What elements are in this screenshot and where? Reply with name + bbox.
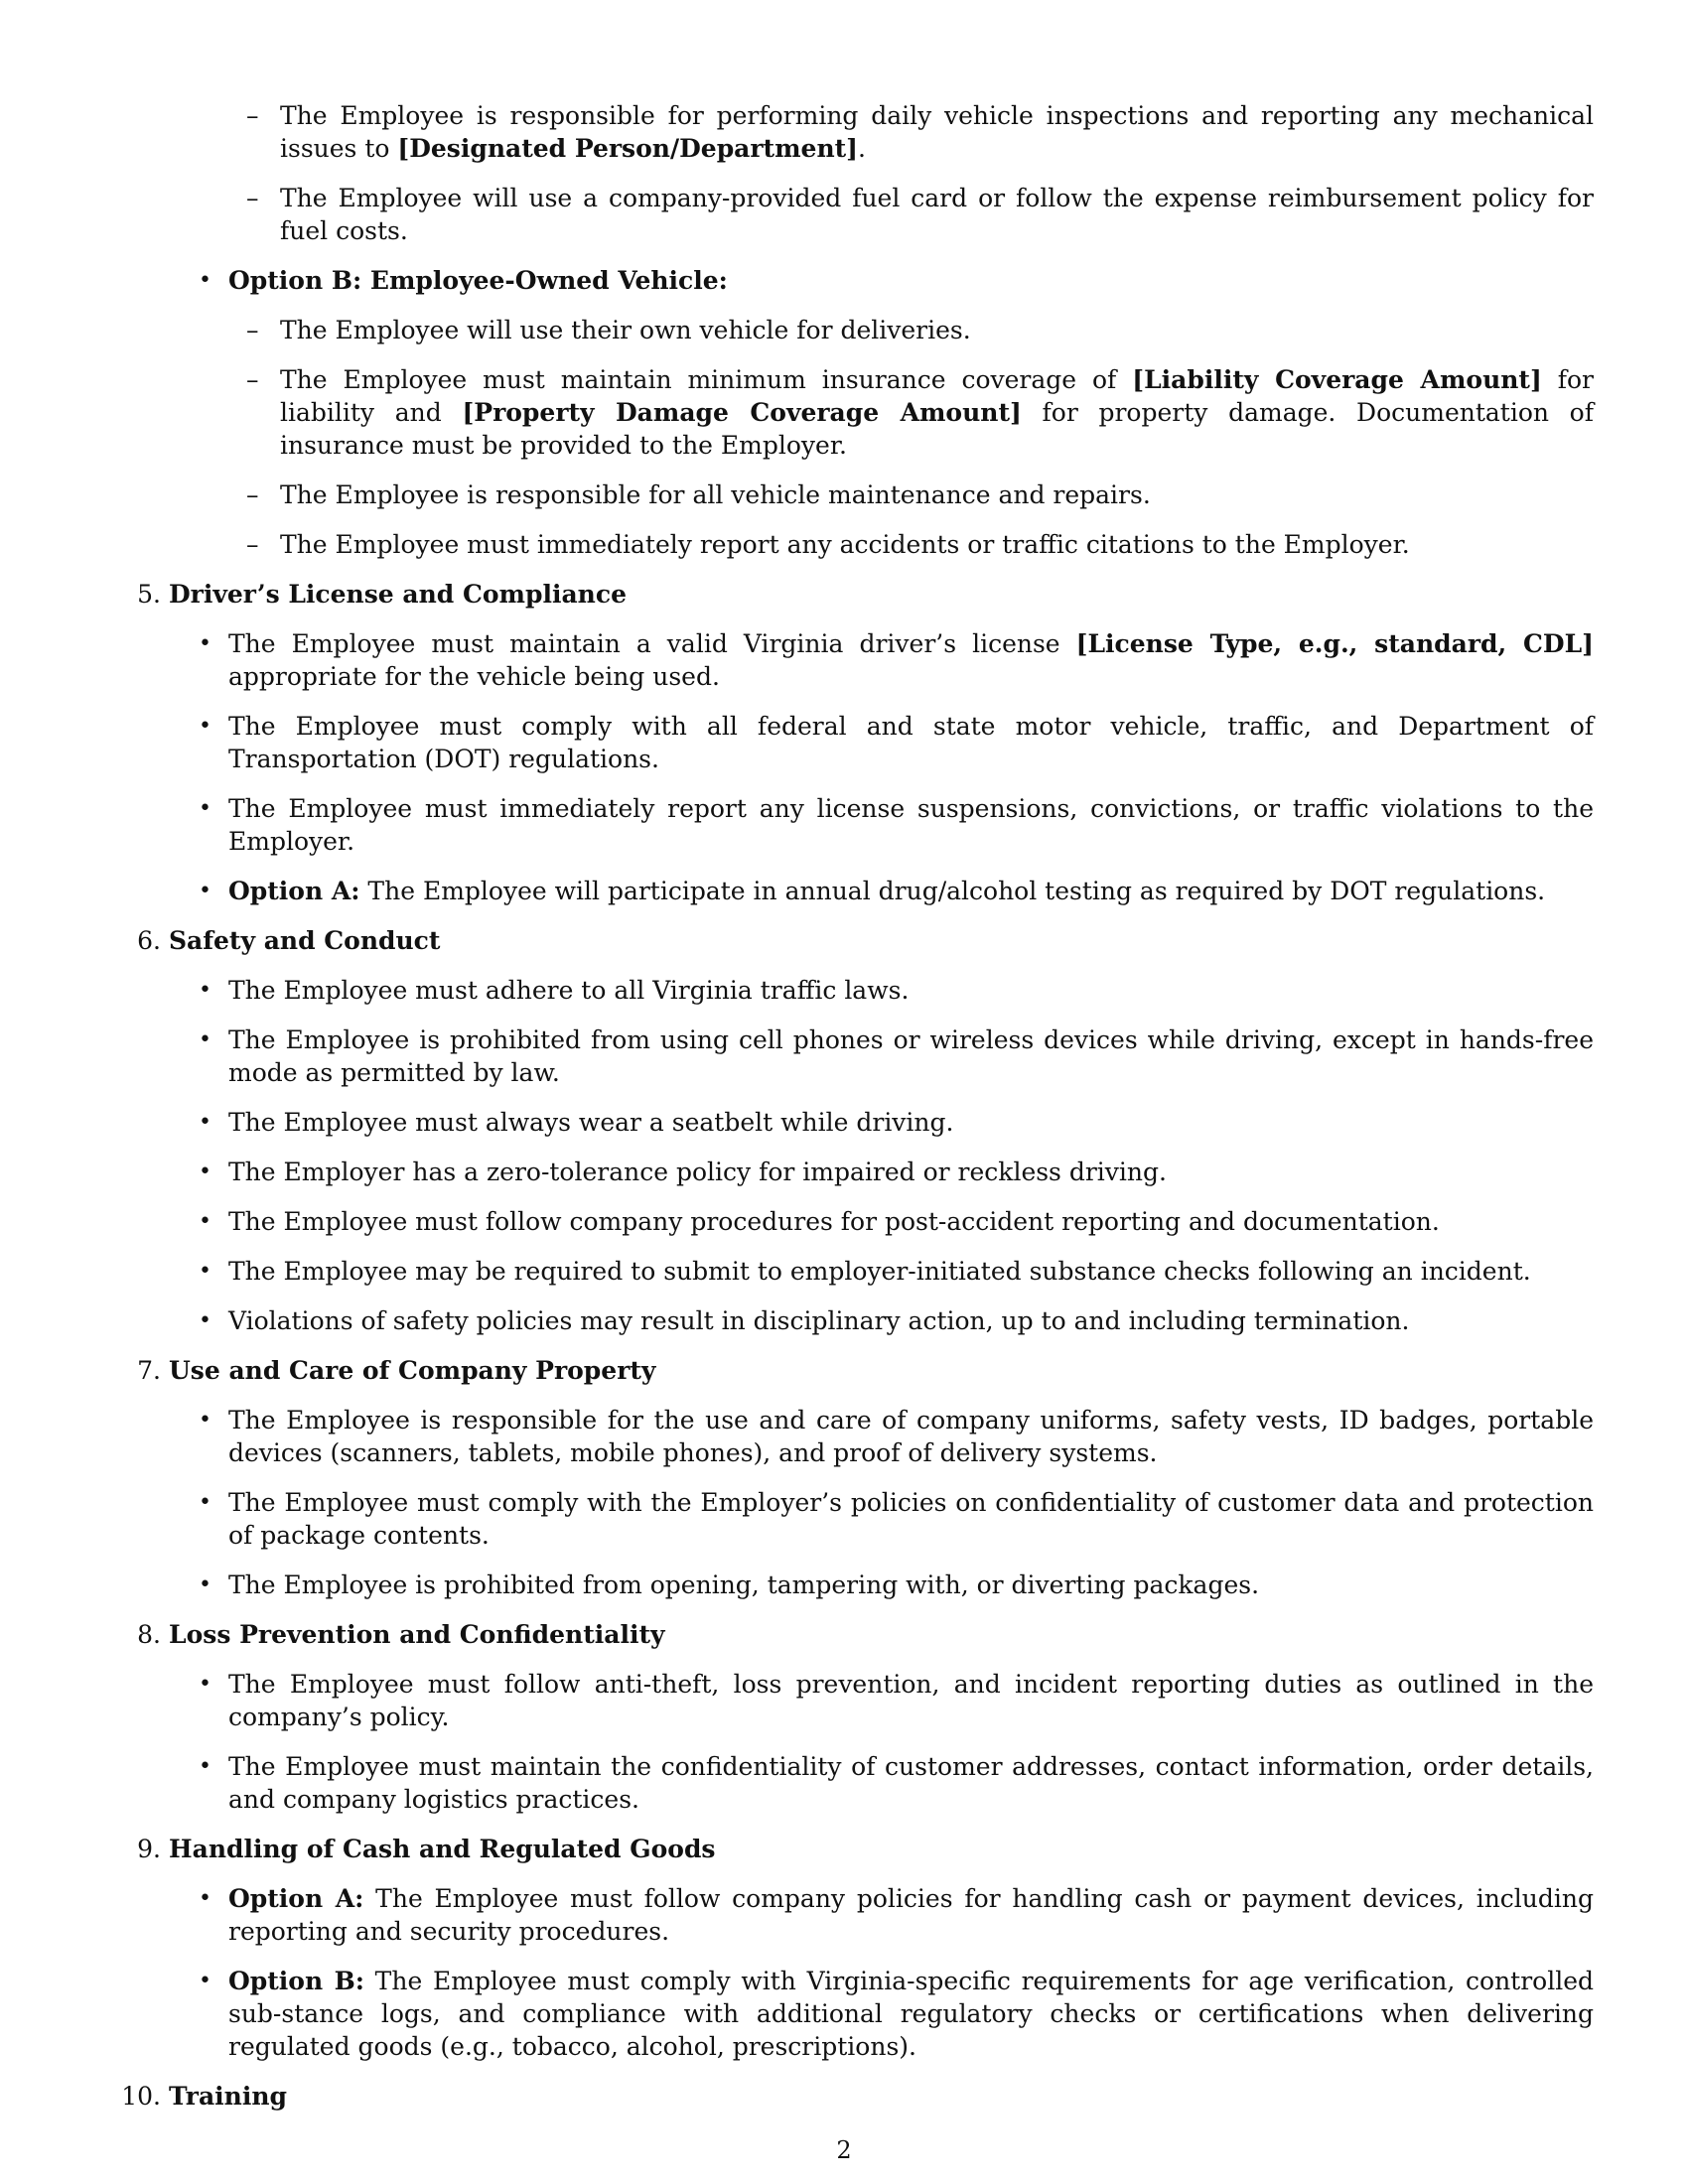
bullet-marker: • bbox=[199, 631, 211, 656]
list-item bbox=[119, 1965, 1594, 2063]
item-text: The Employee is prohibited from using cell phones or wireless devices while driving, except in hands-free mode as permitted by law. bbox=[228, 1025, 1594, 1087]
section-number: 6. bbox=[137, 926, 161, 955]
list-item bbox=[119, 1255, 1594, 1288]
section-title: Driver’s License and Compliance bbox=[169, 580, 627, 609]
item-text: The Employee must follow anti-theft, loss prevention, and incident reporting duties as outlined in the company’s policy. bbox=[228, 1670, 1594, 1731]
item-text: The Employee will participate in annual drug/alcohol testing as required by DOT regulations. bbox=[359, 877, 1546, 905]
list-item bbox=[119, 1106, 1594, 1139]
item-text: The Employer has a zero-tolerance policy for impaired or reckless driving. bbox=[228, 1158, 1167, 1186]
item-text: The Employee must adhere to all Virginia traffic laws. bbox=[228, 976, 910, 1005]
list-item bbox=[119, 974, 1594, 1007]
item-text: The Employee must immediately report any accidents or traffic citations to the Employer. bbox=[280, 530, 1410, 559]
item-text: The Employee must maintain the confidentiality of customer addresses, contact information, order details, and company logistics practices. bbox=[228, 1752, 1594, 1814]
list-item bbox=[119, 363, 1594, 462]
section-heading bbox=[119, 1354, 1594, 1387]
item-text: The Employee is prohibited from opening, tampering with, or diverting packages. bbox=[228, 1570, 1260, 1599]
list-item bbox=[119, 627, 1594, 693]
bullet-marker: • bbox=[199, 1572, 211, 1597]
bullet-marker: • bbox=[199, 978, 211, 1003]
list-item bbox=[119, 1750, 1594, 1816]
dash-marker: – bbox=[246, 365, 259, 394]
item-text: The Employee must always wear a seatbelt while driving. bbox=[228, 1108, 954, 1137]
section-heading bbox=[119, 924, 1594, 957]
item-text: The Employee must immediately report any license suspensions, convictions, or traffic violations to the Employer. bbox=[228, 794, 1594, 856]
list-item bbox=[119, 875, 1594, 907]
item-text: The Employee will use a company-provided fuel card or follow the expense reimbursement policy for fuel costs. bbox=[280, 184, 1594, 245]
section-heading bbox=[119, 1833, 1594, 1865]
list-item bbox=[119, 1205, 1594, 1238]
bullet-marker: • bbox=[199, 1490, 211, 1515]
bullet-marker: • bbox=[199, 1110, 211, 1135]
list-item bbox=[119, 478, 1594, 511]
item-text: for liability and bbox=[280, 365, 1595, 427]
list-item bbox=[119, 99, 1594, 165]
item-text: Violations of safety policies may result in disciplinary action, up to and including termination. bbox=[228, 1306, 1410, 1335]
section-number: 10. bbox=[121, 2082, 161, 2111]
dash-marker: – bbox=[246, 530, 259, 559]
bullet-marker: • bbox=[199, 1209, 211, 1234]
section-heading bbox=[119, 2080, 1594, 2113]
item-text: The Employee must comply with all federal and state motor vehicle, traffic, and Department of Transportation (DOT) regulations. bbox=[228, 712, 1594, 773]
dash-marker: – bbox=[246, 480, 259, 509]
section-heading bbox=[119, 578, 1594, 611]
section-title: Handling of Cash and Regulated Goods bbox=[169, 1835, 716, 1863]
item-text: The Employee must maintain minimum insurance coverage of bbox=[280, 365, 1133, 394]
bullet-marker: • bbox=[199, 1969, 211, 1993]
list-item bbox=[119, 792, 1594, 858]
list-item bbox=[119, 1668, 1594, 1733]
item-text: The Employee must follow company policies for handling cash or payment devices, including reporting and security procedures. bbox=[228, 1884, 1595, 1946]
bullet-marker: • bbox=[199, 1027, 211, 1052]
item-text: The Employee must maintain a valid Virginia driver’s license bbox=[228, 629, 1076, 658]
list-item bbox=[119, 314, 1594, 346]
bullet-marker: • bbox=[199, 1672, 211, 1697]
list-item bbox=[119, 1882, 1594, 1948]
list-item bbox=[119, 528, 1594, 561]
placeholder-field: [Designated Person/Department] bbox=[397, 134, 859, 163]
dash-marker: – bbox=[246, 101, 259, 130]
placeholder-field: [License Type, e.g., standard, CDL] bbox=[1075, 629, 1594, 658]
list-item bbox=[119, 1304, 1594, 1337]
item-text: The Employee is responsible for the use and care of company uniforms, safety vests, ID badges, portable devices (scanners, tablets, mobile phones), and proof of delivery systems. bbox=[228, 1406, 1594, 1467]
bullet-marker: • bbox=[199, 268, 211, 293]
section-heading bbox=[119, 1618, 1594, 1651]
section-number: 8. bbox=[137, 1620, 161, 1649]
page-number: 2 bbox=[836, 2136, 852, 2164]
option-label: Option B: bbox=[228, 1967, 364, 1995]
section-title: Use and Care of Company Property bbox=[169, 1356, 656, 1385]
section-number: 9. bbox=[137, 1835, 161, 1863]
list-item bbox=[119, 1404, 1594, 1469]
option-label: Option B: Employee-Owned Vehicle: bbox=[228, 266, 728, 295]
list-item bbox=[119, 1156, 1594, 1188]
section-number: 7. bbox=[137, 1356, 161, 1385]
item-text: The Employee will use their own vehicle for deliveries. bbox=[280, 316, 971, 344]
list-item bbox=[119, 710, 1594, 775]
section-number: 5. bbox=[137, 580, 161, 609]
document-body bbox=[119, 99, 1594, 2129]
section-title: Loss Prevention and Confidentiality bbox=[169, 1620, 665, 1649]
list-item bbox=[119, 1486, 1594, 1552]
item-text: . bbox=[858, 134, 866, 163]
bullet-marker: • bbox=[199, 1408, 211, 1433]
bullet-marker: • bbox=[199, 1160, 211, 1184]
bullet-marker: • bbox=[199, 1754, 211, 1779]
bullet-marker: • bbox=[199, 879, 211, 903]
item-text: The Employee must comply with the Employer’s policies on confidentiality of customer data and protection of package contents. bbox=[228, 1488, 1594, 1550]
dash-marker: – bbox=[246, 184, 259, 212]
dash-marker: – bbox=[246, 316, 259, 344]
item-text: The Employee must comply with Virginia-specific requirements for age verification, controlled sub-stance logs, and compliance with additional regulatory checks or certifications when delivering regulated goods (e.g., tobacco, alcohol, prescriptions). bbox=[228, 1967, 1595, 2061]
bullet-marker: • bbox=[199, 1259, 211, 1284]
placeholder-field: [Liability Coverage Amount] bbox=[1132, 365, 1542, 394]
item-text: The Employee is responsible for all vehicle maintenance and repairs. bbox=[280, 480, 1151, 509]
list-item bbox=[119, 1024, 1594, 1089]
list-item bbox=[119, 1569, 1594, 1601]
bullet-marker: • bbox=[199, 796, 211, 821]
item-text: for property damage. Documentation of insurance must be provided to the Employer. bbox=[280, 398, 1594, 460]
section-title: Safety and Conduct bbox=[169, 926, 441, 955]
item-text: The Employee is responsible for performing daily vehicle inspections and reporting any mechanical issues to bbox=[280, 101, 1594, 163]
item-text: appropriate for the vehicle being used. bbox=[228, 662, 720, 691]
item-text: The Employee must follow company procedures for post-accident reporting and documentation. bbox=[228, 1207, 1440, 1236]
placeholder-field: [Property Damage Coverage Amount] bbox=[462, 398, 1022, 427]
list-item bbox=[119, 264, 1594, 297]
bullet-marker: • bbox=[199, 1886, 211, 1911]
bullet-marker: • bbox=[199, 1308, 211, 1333]
item-text: The Employee may be required to submit to employer-initiated substance checks following an incident. bbox=[228, 1257, 1531, 1286]
option-label: Option A: bbox=[228, 877, 360, 905]
bullet-marker: • bbox=[199, 714, 211, 739]
option-label: Option A: bbox=[228, 1884, 364, 1913]
section-title: Training bbox=[169, 2082, 287, 2111]
list-item bbox=[119, 182, 1594, 247]
